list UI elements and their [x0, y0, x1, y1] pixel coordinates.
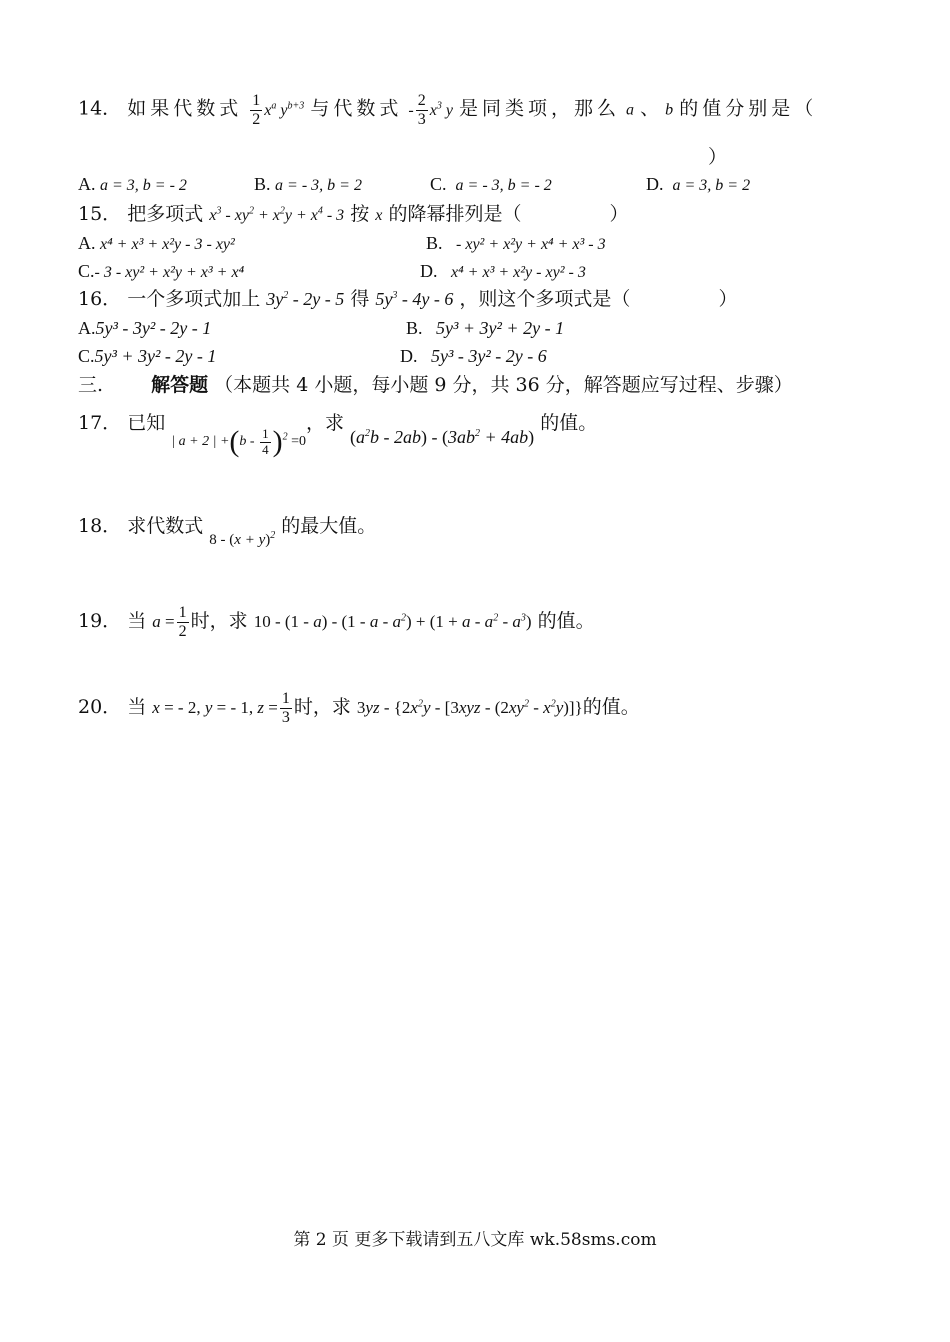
q20-condition-expr: x = - 2, y = - 1, z = $\frac{1}{3}$: [152, 690, 290, 727]
q17-target-expr: $(a^2b - 2ab) - (3ab^2 + 4ab)$: [350, 427, 535, 448]
q14-text: 如果代数式: [127, 97, 243, 120]
q16-line: [78, 288, 738, 311]
q14-line: [78, 92, 817, 130]
q14-option-b: B. a = - 3, b = 2: [254, 174, 362, 194]
q17-line: [78, 408, 598, 458]
q16-number: 16．: [78, 288, 122, 310]
q19-text: 的值。: [537, 609, 595, 632]
q15-option-d: D. x⁴ + x³ + x²y - xy² - 3: [420, 261, 586, 281]
q14-option-a: A. a = 3, b = - 2: [78, 174, 187, 194]
section-3-title: 解答题: [151, 374, 209, 396]
q14-text: 、: [640, 97, 660, 120]
section-3-note: （本题共 4 小题，每小题 9 分，共 36 分，解答题应写过程、步骤）: [214, 374, 793, 396]
q14-close-paren: ）: [708, 146, 728, 168]
q15-option-b: B. - xy² + x²y + x⁴ + x³ - 3: [426, 233, 606, 253]
q17-condition-expr: | a + 2 | +(b - 1 4 )2 =0: [171, 425, 306, 458]
q16-option-b: B. 5y³ + 3y² + 2y - 1: [406, 318, 565, 338]
q15-text: 按: [350, 203, 370, 225]
q15-text: 的降幂排列是（: [388, 203, 522, 225]
q17-number: 17．: [78, 412, 122, 435]
q18-text: 的最大值。: [281, 515, 377, 537]
q19-text: 时，求: [190, 609, 248, 632]
q14-text: 与代数式: [310, 97, 403, 120]
q16-option-c: C.5y³ + 3y² - 2y - 1: [78, 346, 217, 366]
q15-option-a: A. x⁴ + x³ + x²y - 3 - xy²: [78, 233, 235, 253]
q14-text: 是同类项，那么: [458, 97, 620, 120]
q16-close-paren: ）: [718, 288, 738, 310]
q15-option-c: C.- 3 - xy² + x²y + x³ + x⁴: [78, 261, 245, 281]
q17-text: 的值。: [540, 412, 598, 435]
q16-text: ，则这个多项式是（: [459, 288, 631, 310]
q20-text: 时，求: [293, 695, 351, 718]
q15-line: [78, 203, 629, 226]
q14-expr-2: - $\frac{2}{3}$ $x^3$ y: [408, 92, 453, 129]
q15-var-x: x: [375, 207, 383, 224]
q18-text: 求代数式: [127, 515, 204, 537]
q19-text: 当: [127, 609, 147, 632]
q15-expr: $x^3 - xy^2 + x^2y + x^4 - 3$: [209, 205, 345, 224]
section-3-number: 三.: [78, 374, 104, 396]
q16-expr-2: $5y^3 - 4y - 6$: [375, 289, 454, 309]
q18-expr: 8 - (x + y)2: [209, 530, 276, 548]
q14-number: 14．: [78, 97, 122, 120]
q14-option-c: C. a = - 3, b = - 2: [430, 174, 552, 194]
q20-text: 当: [127, 695, 147, 718]
page-footer: 第 2 页 更多下载请到五八文库 wk.58sms.com: [293, 1230, 657, 1250]
q19-condition-expr: a = $\frac{1}{2}$: [152, 604, 187, 641]
q20-line: [78, 690, 640, 728]
q19-target-expr: $10 - (1 - a) - (1 - a - a^2) + (1 + a - a^2 - a^3)$: [253, 611, 532, 631]
q15-text: 把多项式: [127, 203, 204, 225]
q19-number: 19．: [78, 609, 122, 632]
q16-option-a: A.5y³ - 3y² - 2y - 1: [78, 318, 212, 338]
q14-expr-1: $\frac{1}{2}$ $x^a$ $y^{b+3}$: [252, 92, 305, 129]
q16-expr-1: $3y^2 - 2y - 5$: [266, 289, 345, 309]
q15-number: 15．: [78, 203, 122, 225]
q16-text: 得: [350, 288, 370, 310]
q17-text: 已知: [127, 412, 166, 435]
q14-option-d: D. a = 3, b = 2: [646, 174, 751, 194]
q14-var-b: b: [665, 101, 674, 119]
q16-option-d: D. 5y³ - 3y² - 2y - 6: [400, 346, 547, 366]
q18-line: [78, 515, 377, 548]
q20-number: 20．: [78, 695, 122, 718]
q16-text: 一个多项式加上: [127, 288, 261, 310]
section-3-heading: [78, 374, 793, 397]
q15-close-paren: ）: [609, 203, 629, 225]
q14-var-a: a: [626, 101, 635, 119]
q19-line: [78, 604, 595, 642]
q17-text: ，求: [305, 412, 344, 435]
q20-target-expr: $3yz - \{2x^2y - [3xyz - (2xy^2 - x^2y)]\}$: [356, 697, 583, 717]
q14-text: 的值分别是（: [679, 97, 818, 120]
q20-text: 的值。: [582, 695, 640, 718]
q18-number: 18．: [78, 515, 122, 537]
